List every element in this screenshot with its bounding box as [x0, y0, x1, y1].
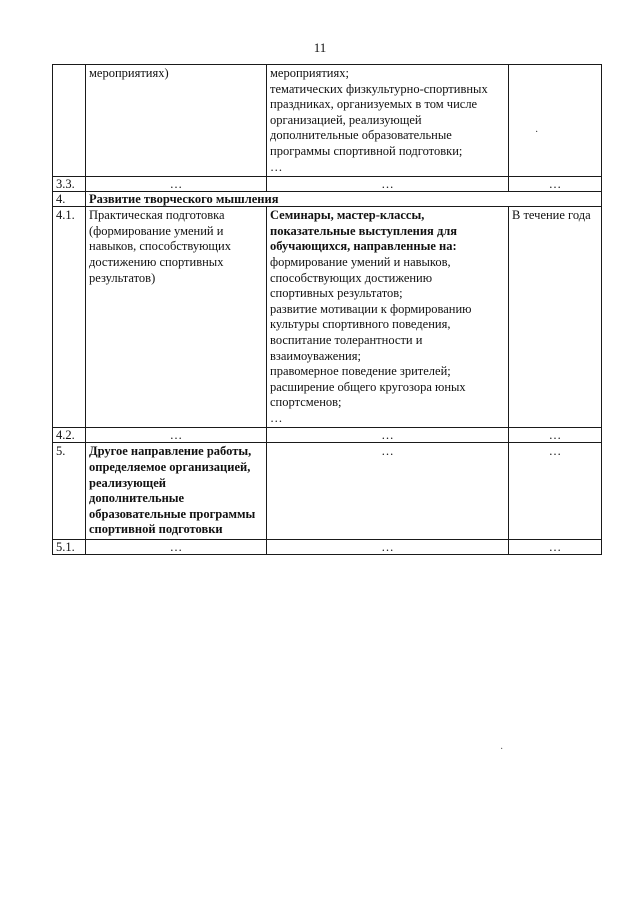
page-number: 11: [313, 40, 327, 55]
ellipsis-cell: …: [267, 428, 509, 443]
cell-text: навыков, способствующих: [89, 239, 231, 254]
cell-text: праздниках, организуемых в том числе: [270, 97, 478, 112]
row-number: 5.1.: [53, 540, 86, 555]
table-row-3-3: [53, 177, 602, 192]
cell-text: дополнительные образовательные: [270, 128, 452, 143]
cell-text-bold: Другое направление работы,: [89, 444, 252, 459]
table-row-5-1: [53, 540, 602, 555]
ellipsis-cell: …: [509, 177, 602, 192]
scan-speck: ·: [500, 744, 504, 755]
content-cell: [267, 65, 509, 177]
cell-text-bold: определяемое организацией,: [89, 460, 251, 475]
cell-text: (формирование умений и: [89, 223, 224, 238]
table-row-4-1: [53, 207, 602, 428]
cell-text: организацией, реализующей: [270, 112, 422, 127]
cell-text: спортивных результатов;: [270, 286, 403, 301]
table-row-continuation: [53, 65, 602, 177]
cell-text: спортсменов;: [270, 395, 342, 410]
section-title: Развитие творческого мышления: [86, 192, 602, 207]
ellipsis-cell: …: [267, 443, 509, 540]
cell-text: мероприятиях): [89, 66, 169, 80]
cell-text: Практическая подготовка: [89, 208, 225, 223]
deadline-cell: [509, 65, 602, 177]
table-row-section-4: [53, 192, 602, 207]
cell-text-bold: Семинары, мастер-классы,: [270, 208, 425, 223]
cell-text: воспитание толерантности и: [270, 332, 423, 347]
cell-text-bold: образовательные программы: [89, 506, 256, 521]
cell-text: мероприятиях;: [270, 66, 349, 80]
row-number: 4.: [53, 192, 86, 207]
cell-text: расширение общего кругозора юных: [270, 379, 466, 394]
cell-text: культуры спортивного поведения,: [270, 317, 451, 332]
cell-text: достижению спортивных: [89, 254, 224, 269]
event-form-cell: [86, 207, 267, 428]
row-number: 4.2.: [53, 428, 86, 443]
row-number: 5.: [53, 443, 86, 540]
cell-text: правомерное поведение зрителей;: [270, 364, 451, 379]
ellipsis-cell: …: [509, 443, 602, 540]
cell-text-bold: реализующей: [89, 475, 166, 490]
deadline-cell: В течение года: [509, 207, 602, 428]
ellipsis-cell: …: [267, 177, 509, 192]
ellipsis-cell: …: [86, 177, 267, 192]
row-number: 4.1.: [53, 207, 86, 428]
cell-text: способствующих достижению: [270, 270, 433, 285]
table-row-5: [53, 443, 602, 540]
ellipsis-cell: …: [509, 428, 602, 443]
event-form-cell: [86, 65, 267, 177]
cell-text: …: [270, 159, 283, 174]
table-row-4-2: [53, 428, 602, 443]
ellipsis-cell: …: [86, 540, 267, 555]
ellipsis-cell: …: [509, 540, 602, 555]
content-cell: [267, 207, 509, 428]
plan-table: [52, 64, 602, 555]
cell-text-bold: показательные выступления для: [270, 223, 458, 238]
ellipsis-cell: …: [86, 428, 267, 443]
cell-text-bold: обучающихся, направленные на:: [270, 239, 457, 254]
cell-text: программы спортивной подготовки;: [270, 143, 463, 158]
cell-text: развитие мотивации к формированию: [270, 301, 472, 316]
cell-text-bold: спортивной подготовки: [89, 522, 223, 537]
row-number: 3.3.: [53, 177, 86, 192]
row-number: [53, 65, 86, 177]
direction-title-cell: [86, 443, 267, 540]
cell-text: результатов): [89, 270, 156, 285]
scan-speck: ·: [535, 127, 539, 138]
cell-text-bold: дополнительные: [89, 491, 185, 506]
cell-text: взаимоуважения;: [270, 348, 361, 363]
cell-text: тематических физкультурно-спортивных: [270, 81, 488, 96]
cell-text: формирование умений и навыков,: [270, 254, 451, 269]
cell-text: …: [270, 410, 283, 425]
ellipsis-cell: …: [267, 540, 509, 555]
